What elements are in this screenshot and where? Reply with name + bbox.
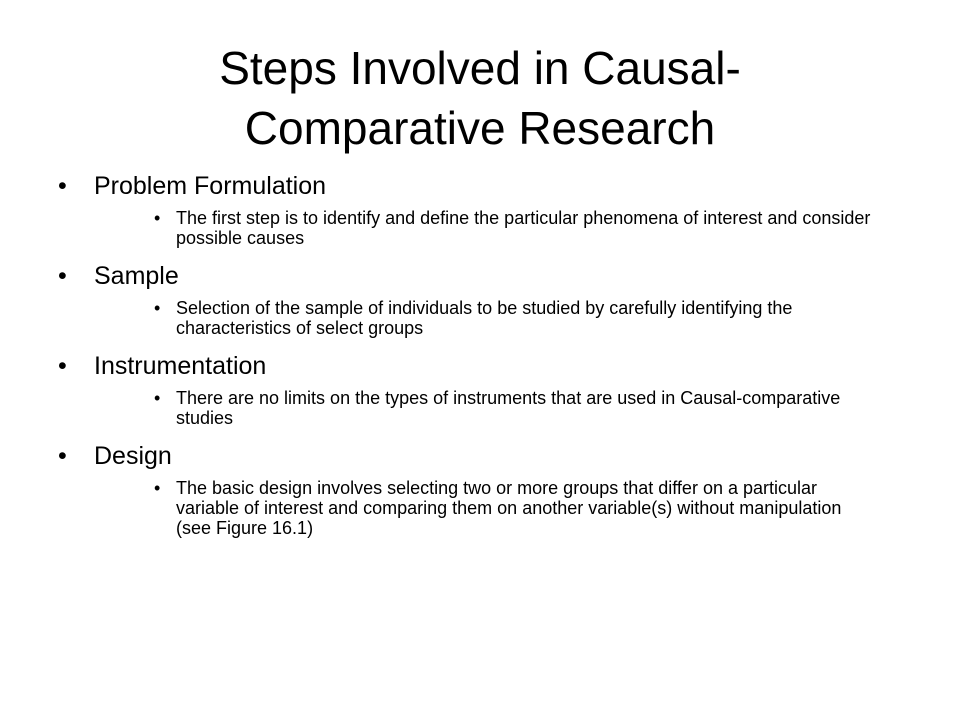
- main-bullet-text: Design: [94, 442, 172, 470]
- main-bullet: [58, 438, 918, 474]
- sub-bullet: [154, 478, 918, 538]
- list-item-instrumentation: [58, 348, 918, 428]
- bullet-list: [58, 168, 918, 548]
- sub-bullet: [154, 298, 918, 338]
- bullet-marker: •: [58, 262, 67, 290]
- sub-bullet-marker: •: [154, 208, 161, 228]
- sub-bullet-text: There are no limits on the types of instruments that are used in Causal-comparative studies: [176, 388, 841, 428]
- main-bullet: [58, 348, 918, 384]
- sub-bullet-text: The first step is to identify and define the particular phenomena of interest and consider possible causes: [176, 208, 871, 248]
- sub-bullet-marker: •: [154, 388, 161, 408]
- sub-bullet: [154, 388, 918, 428]
- sub-bullet-text: The basic design involves selecting two or more groups that differ on a particular variable of interest and comparing them on another variable(s) without manipulation (see Figure 16.1): [176, 478, 842, 538]
- bullet-marker: •: [58, 352, 67, 380]
- main-bullet: [58, 258, 918, 294]
- sub-bullet-text: Selection of the sample of individuals to be studied by carefully identifying the characteristics of select groups: [176, 298, 793, 338]
- list-item-sample: [58, 258, 918, 338]
- sub-bullet-marker: •: [154, 298, 161, 318]
- slide-title-line-1: Steps Involved in Causal-: [219, 42, 741, 94]
- slide-title: [0, 38, 960, 158]
- main-bullet-text: Sample: [94, 262, 179, 290]
- list-item-problem-formulation: [58, 168, 918, 248]
- main-bullet-text: Problem Formulation: [94, 172, 327, 200]
- slide-title-line-2: Comparative Research: [244, 102, 716, 154]
- sub-bullet: [154, 208, 918, 248]
- main-bullet-text: Instrumentation: [94, 352, 267, 380]
- bullet-marker: •: [58, 172, 67, 200]
- main-bullet: [58, 168, 918, 204]
- bullet-marker: •: [58, 442, 67, 470]
- list-item-design: [58, 438, 918, 538]
- sub-bullet-marker: •: [154, 478, 161, 498]
